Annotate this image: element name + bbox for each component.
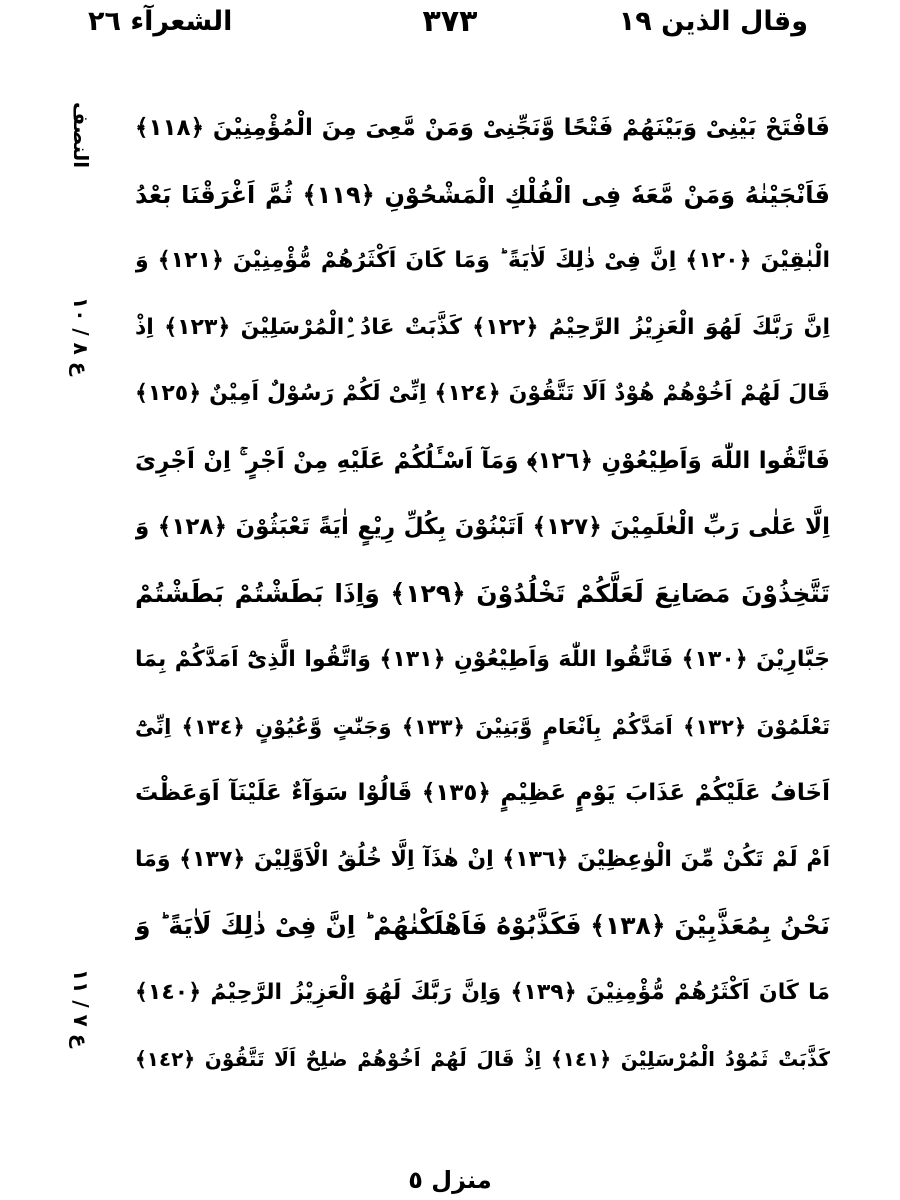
text-line-13: نَحْنُ بِمُعَذَّبِيْنَ ﴿١٣٨﴾ فَكَذَّبُوْهُ فَاَهْلَكْنٰهُمْ ؕ اِنَّ فِىْ ذٰلِكَ لَاٰيَةً ؕ وَ (135, 911, 830, 940)
text-line-7: اِلَّا عَلٰى رَبِّ الْعٰلَمِيْنَ ﴿١٢٧﴾ اَتَبْنُوْنَ بِكُلِّ رِيْعٍ اٰيَةً تَعْبَثُوْنَ ﴿١٢٨﴾ وَ (135, 514, 830, 540)
text-line-8: تَتَّخِذُوْنَ مَصَانِعَ لَعَلَّكُمْ تَخْلُدُوْنَ ﴿١٢٩﴾ وَاِذَا بَطَشْتُمْ بَطَشْتُمْ (135, 578, 830, 608)
text-line-9: جَبَّارِيْنَ ﴿١٣٠﴾ فَاتَّقُوا اللّٰهَ وَاَطِيْعُوْنِ ﴿١٣١﴾ وَاتَّقُوا الَّذِىْٓ اَمَدَّكُمْ بِمَا (135, 647, 830, 672)
text-line-14: مَا كَانَ اَكْثَرُهُمْ مُّؤْمِنِيْنَ ﴿١٣٩﴾ وَاِنَّ رَبَّكَ لَهُوَ الْعَزِيْزُ الرَّحِيْمُ ﴿١٤٠﴾ (135, 979, 830, 1005)
text-line-6: فَاتَّقُوا اللّٰهَ وَاَطِيْعُوْنِ ﴿١٢٦﴾ وَمَآ اَسْـَٔلُكُمْ عَلَيْهِ مِنْ اَجْرٍ ۚ اِنْ اَجْرِىَ (135, 447, 830, 474)
text-line-15: كَذَّبَتْ ثَمُوْدُ الْمُرْسَلِيْنَ ﴿١٤١﴾ اِذْ قَالَ لَهُمْ اَخُوْهُمْ صٰلِحٌ اَلَا تَتَّقُوْنَ ﴿١٤٢﴾ (135, 1047, 830, 1071)
text-line-11: اَخَافُ عَلَيْكُمْ عَذَابَ يَوْمٍ عَظِيْمٍ ﴿١٣٥﴾ قَالُوْا سَوَآءٌ عَلَيْنَآ اَوَعَظْتَ (135, 780, 830, 806)
text-line-10: تَعْلَمُوْنَ ﴿١٣٢﴾ اَمَدَّكُمْ بِاَنْعَامٍ وَّبَنِيْنَ ﴿١٣٣﴾ وَجَنّٰتٍ وَّعُيُوْنٍ ﴿١٣٤﴾ اِنِّىْٓ (135, 714, 830, 739)
text-line-12: اَمْ لَمْ تَكُنْ مِّنَ الْوٰعِظِيْنَ ﴿١٣٦﴾ اِنْ هٰذَآ اِلَّا خُلُقُ الْاَوَّلِيْنَ ﴿١٣٧﴾ وَمَا (135, 846, 830, 872)
page-header (0, 0, 900, 50)
text-line-3: الْبٰقِيْنَ ﴿١٢٠﴾ اِنَّ فِىْ ذٰلِكَ لَاٰيَةً ؕ وَمَا كَانَ اَكْثَرُهُمْ مُّؤْمِنِيْنَ ﴿١٢١﴾ وَ (135, 248, 830, 273)
text-line-1: فَافْتَحْ بَيْنِىْ وَبَيْنَهُمْ فَتْحًا وَّنَجِّنِىْ وَمَنْ مَّعِىَ مِنَ الْمُؤْمِنِيْنَ ﴿١١٨﴾ (135, 115, 830, 141)
verse-text-block (135, 95, 830, 1093)
text-line-5: قَالَ لَهُمْ اَخُوْهُمْ هُوْدٌ اَلَا تَتَّقُوْنَ ﴿١٢٤﴾ اِنِّىْ لَكُمْ رَسُوْلٌ اَمِيْنٌ ﴿١٢٥﴾ (135, 381, 830, 406)
page-footer (0, 1160, 900, 1200)
margin-note-ruku-1: ع ٨ / ١٠ (69, 296, 93, 376)
text-line-2: فَاَنْجَيْنٰهُ وَمَنْ مَّعَهٗ فِى الْفُلْكِ الْمَشْحُوْنِ ﴿١١٩﴾ ثُمَّ اَغْرَقْنَا بَعْدُ (135, 180, 830, 209)
page-number: ٣٧٣ (422, 4, 478, 39)
juz-name-label: وقال الذين ١٩ (618, 6, 808, 37)
manzil-label: منزل ٥ (408, 1166, 492, 1194)
text-line-4: اِنَّ رَبَّكَ لَهُوَ الْعَزِيْزُ الرَّحِيْمُ ﴿١٢٢﴾ كَذَّبَتْ عَادُ ِۨالْمُرْسَلِيْنَ ﴿١٢٣﴾ اِذْ (135, 314, 830, 340)
surah-name-label: الشعرآء ٢٦ (88, 6, 233, 37)
margin-note-ruku-2: ع ٧ / ١١ (69, 968, 93, 1048)
margin-note-nisf: النصف (69, 102, 93, 169)
